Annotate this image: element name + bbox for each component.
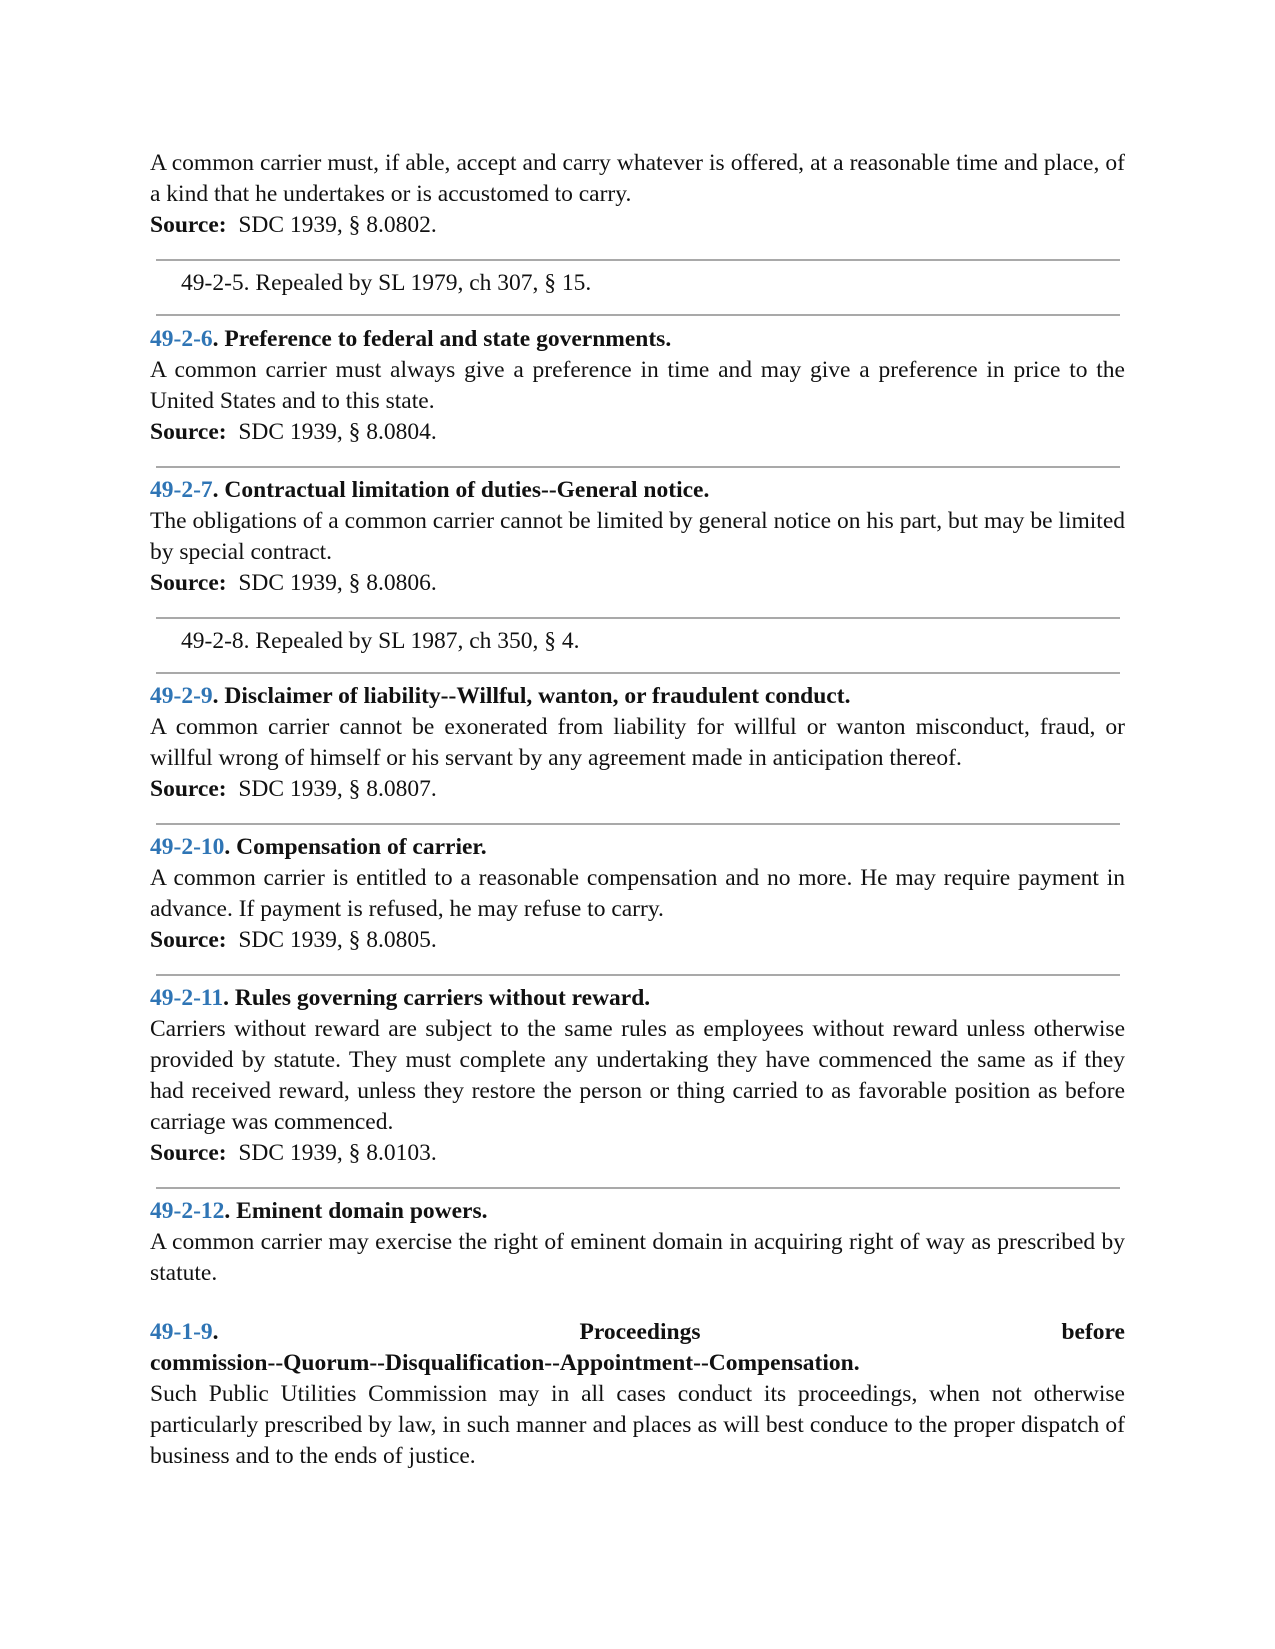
source-citation: SDC 1939, § 8.0103. — [238, 1140, 437, 1166]
section-text: A common carrier is entitled to a reasonable compensation and no more. He may require payment in advance. If payment is refused, he may refuse to carry. — [150, 865, 1125, 922]
section-heading — [150, 832, 1125, 863]
source-label: Source: — [150, 570, 227, 596]
section-heading — [150, 681, 1125, 712]
source-label: Source: — [150, 927, 227, 953]
section-link[interactable]: 49-1-9 — [150, 1319, 213, 1345]
section-title: . Rules governing carriers without reward. — [223, 985, 651, 1011]
final-section-number — [150, 1317, 219, 1348]
source-label: Source: — [150, 212, 227, 238]
section-divider — [156, 466, 1120, 468]
section-title: . Preference to federal and state governments. — [212, 326, 672, 352]
section-heading — [150, 983, 1125, 1014]
section-divider — [156, 1187, 1120, 1189]
section-divider — [156, 617, 1120, 619]
source-citation: SDC 1939, § 8.0806. — [238, 570, 437, 596]
final-heading-word: Proceedings — [579, 1319, 701, 1345]
document-page — [150, 148, 1125, 1472]
section-divider — [156, 974, 1120, 976]
section-text: A common carrier may exercise the right of eminent domain in acquiring right of way as prescribed by statute. — [150, 1229, 1125, 1286]
section-heading — [150, 475, 1125, 506]
intro-source — [150, 210, 1125, 241]
section-divider — [156, 259, 1120, 261]
section-text: Carriers without reward are subject to the same rules as employees without reward unless otherwise provided by statute. They must complete any undertaking they have commenced the same as if they had received reward, unless they restore the person or thing carried to as favorable position as before carriage was commenced. — [150, 1016, 1125, 1135]
section-divider — [156, 672, 1120, 674]
final-heading-line-2: commission--Quorum--Disqualification--Appointment--Compensation. — [150, 1350, 860, 1376]
section-source — [150, 1138, 1125, 1169]
section-link[interactable]: 49-2-10 — [150, 834, 225, 860]
source-citation: SDC 1939, § 8.0804. — [238, 419, 437, 445]
section-title: . Compensation of carrier. — [224, 834, 487, 860]
final-heading-word: before — [1061, 1319, 1125, 1345]
source-label: Source: — [150, 776, 227, 802]
section-title: . Contractual limitation of duties--General notice. — [212, 477, 710, 503]
source-label: Source: — [150, 419, 227, 445]
section-text: A common carrier must always give a preference in time and may give a preference in price to the United States and to this state. — [150, 357, 1125, 414]
section-link[interactable]: 49-2-6 — [150, 326, 213, 352]
source-citation: SDC 1939, § 8.0807. — [238, 776, 437, 802]
repealed-notice: 49-2-8. Repealed by SL 1987, ch 350, § 4. — [181, 628, 580, 654]
source-citation: SDC 1939, § 8.0802. — [238, 212, 437, 238]
section-source — [150, 925, 1125, 956]
section-text: Such Public Utilities Commission may in all cases conduct its proceedings, when not otherwise particularly prescribed by law, in such manner and places as will best conduce to the proper dispatch of business and to the ends of justice. — [150, 1381, 1125, 1469]
section-heading — [150, 1196, 1125, 1227]
section-title: . Disclaimer of liability--Willful, wanton, or fraudulent conduct. — [212, 683, 851, 709]
section-divider — [156, 823, 1120, 825]
source-citation: SDC 1939, § 8.0805. — [238, 927, 437, 953]
source-label: Source: — [150, 1140, 227, 1166]
section-link[interactable]: 49-2-7 — [150, 477, 213, 503]
section-title: . Eminent domain powers. — [224, 1198, 488, 1224]
section-source — [150, 417, 1125, 448]
section-text: The obligations of a common carrier cannot be limited by general notice on his part, but may be limited by special contract. — [150, 508, 1125, 565]
section-divider — [156, 314, 1120, 316]
section-heading — [150, 324, 1125, 355]
section-source — [150, 568, 1125, 599]
section-link[interactable]: 49-2-11 — [150, 985, 224, 1011]
final-section-heading — [150, 1317, 1125, 1348]
section-text: A common carrier cannot be exonerated from liability for willful or wanton misconduct, fraud, or willful wrong of himself or his servant by any agreement made in anticipation thereof. — [150, 714, 1125, 771]
heading-dot: . — [212, 1319, 219, 1345]
section-link[interactable]: 49-2-9 — [150, 683, 213, 709]
section-link[interactable]: 49-2-12 — [150, 1198, 225, 1224]
intro-text: A common carrier must, if able, accept and carry whatever is offered, at a reasonable time and place, of a kind that he undertakes or is accustomed to carry. — [150, 150, 1125, 207]
section-source — [150, 774, 1125, 805]
repealed-notice: 49-2-5. Repealed by SL 1979, ch 307, § 15. — [181, 270, 592, 296]
